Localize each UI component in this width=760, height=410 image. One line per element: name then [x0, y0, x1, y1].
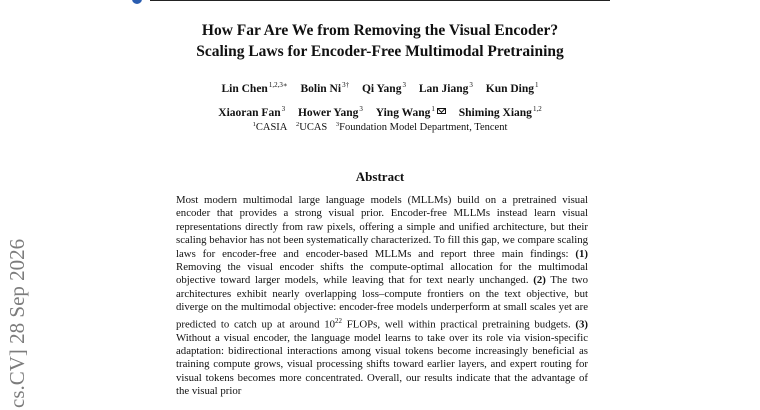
author: Qi Yang$^3$ — [361, 81, 406, 95]
rule-line — [150, 0, 610, 1]
author: Lan Jiang$^3$ — [418, 81, 473, 95]
author: Shiming Xiang$^{1,2}$ — [458, 105, 542, 119]
author-list — [0, 75, 760, 123]
affiliation: $^3$Foundation Model Department, Tencent — [335, 121, 508, 133]
affiliation: $^2$UCAS — [296, 121, 328, 133]
author-row-1 — [0, 75, 760, 99]
affiliation: $^1$CASIA — [252, 121, 288, 133]
author: Hower Yang$^3$ — [297, 105, 363, 119]
author: Lin Chen$^{1,2,3∗}$ — [221, 81, 288, 95]
author: Kun Ding$^1$ — [485, 81, 539, 95]
paper-title — [0, 20, 760, 62]
logo-mark-icon — [132, 0, 142, 4]
abstract-paragraph: Most modern multimodal large language models (MLLMs) build on a pretrained visual encoder that provides a strong visual prior. Encoder-free MLLMs instead learn visual representations directly from raw pixels, offering a simple and unified architecture, but their scaling behavior has not been systematically characterized. To fill this gap, we compare scaling laws for encoder-free and encoder-based MLLMs and report three main findings: (1) Removing the visual encoder shifts the compute-optimal allocation for the multimodal objective toward larger models, while leaving that for text nearly unchanged. (2) The two architectures exhibit nearly overlapping loss–compute frontiers on the text objective, but diverge on the multimodal objective: encoder-free models underperform at small scales yet are predicted to catch up at around $10^{22}$ FLOPs, well within practical pretraining budgets. (3) Without a visual encoder, the language model learns to take over its role via vision-specific adaptation: bidirectional interactions among visual tokens become increasingly beneficial as training compute grows, visual processing shifts toward earlier layers, and expert routing for visual tokens becomes more concentrated. Overall, our results indicate that the advantage of the visual prior — [176, 194, 588, 398]
header-rule — [150, 0, 610, 5]
affiliations — [0, 118, 760, 135]
author: Ying Wang$^1$ — [376, 107, 446, 119]
title-line-1: How Far Are We from Removing the Visual Encoder? — [201, 22, 559, 39]
author: Bolin $Ni^{3\dagger}$ — [300, 81, 350, 95]
author: Xiaoran Fan$^3$ — [218, 105, 286, 119]
abstract-heading: Abstract — [355, 169, 405, 184]
abstract-body — [176, 194, 588, 410]
title-line-2: Scaling Laws for Encoder-Free Multimodal Pretraining — [196, 43, 564, 60]
email-icon — [437, 108, 446, 114]
